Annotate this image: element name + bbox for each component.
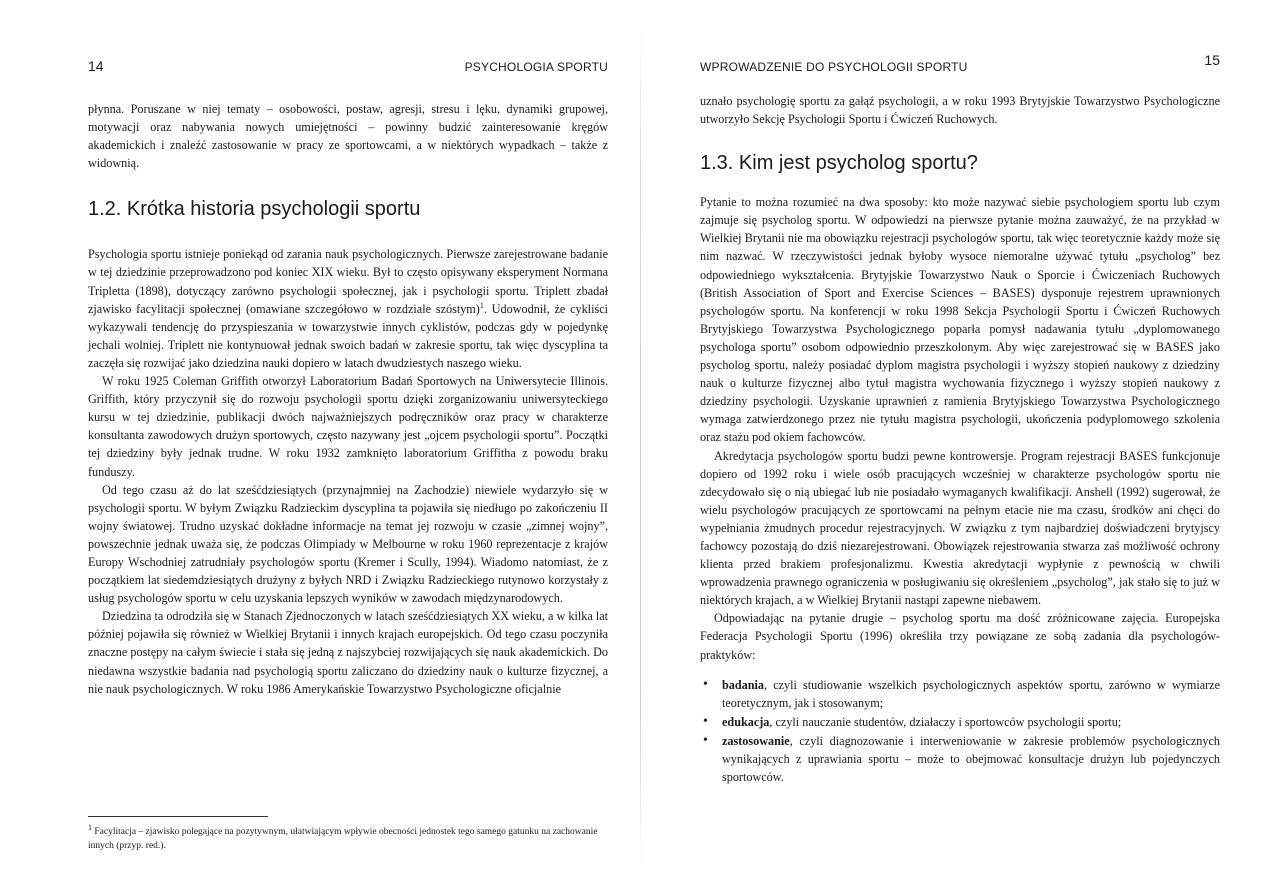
left-page-body <box>88 100 608 698</box>
footnote-reference[interactable]: 1 <box>479 300 484 310</box>
right-page-body <box>700 92 1220 787</box>
role-paragraph-2: Akredytacja psychologów sportu budzi pewne kontrowersje. Program rejestracji BASES funkcjonuje dopiero od 1992 roku i wiele osób pracujących wcześniej w charakterze psychologów sportu nie zdecydowało się o nią ubiegać lub nie posiadało wymaganych kwalifikacji. Anshell (1992) sugerował, że wielu psychologów pracujących ze sportowcami na pełnym etacie nie ma czasu, środków ani chęci do wypełniania żmudnych procedur rejestracyjnych. W związku z tym najbardziej doświadczeni brytyjscy fachowcy pozostają do dziś niezarejestrowani. Obowiązek rejestrowania stwarza zaś możliwość ochrony klienta przed brakiem profesjonalizmu. Kwestia akredytacji wypłynie z pewnością w chwili wprowadzenia prawnego ograniczenia w posługiwaniu się określeniem „psycholog”, jak stało się to już w niektórych krajach, a w Wielkiej Brytanii nastąpi zapewne niebawem. <box>700 448 1220 608</box>
history-paragraph-3: Od tego czasu aż do lat sześćdziesiątych (przynajmniej na Zachodzie) niewiele wydarzyło się w psychologii sportu. W byłym Związku Radzieckim dyscyplina ta pojawiła się niedługo po zakończeniu II wojny światowej. Trudno uzyskać dokładne informacje na temat jej rozwoju w czasie „zimnej wojny”, powszechnie jednak uważa się, że podczas Olimpiady w Melbourne w roku 1960 reprezentacje z krajów Europy Wschodniej zatrudniały psychologów sportu (Kremer i Scully, 1994). Wiadomo natomiast, że z początkiem lat siedemdziesiątych drużyny z byłych NRD i Związku Radzieckiego rutynowo korzystały z usług psychologów sportu w celu uzyskania lepszych wyników w zawodach międzynarodowych. <box>88 482 608 606</box>
left-opening-paragraph: płynna. Poruszane w niej tematy – osobowości, postaw, agresji, stresu i lęku, dynamiki grupowej, motywacji oraz nabywania nowych umiejętności – powinny budzić zainteresowanie kręgów akademickich i znaleźć zastosowanie w pracy ze sportowcami, a w niektórych wypadkach – także z widownią. <box>88 102 608 171</box>
right-opening-paragraph: uznało psychologię sportu za gałąź psychologii, a w roku 1993 Brytyjskie Towarzystwo Psychologiczne utworzyło Sekcję Psychologii Sportu i Ćwiczeń Ruchowych. <box>700 94 1220 127</box>
book-gutter <box>640 20 641 870</box>
left-page-number: 14 <box>88 58 104 74</box>
list-item-text: , czyli nauczanie studentów, działaczy i sportowców psychologii sportu; <box>769 714 1122 729</box>
task-list <box>700 676 1220 786</box>
list-item-term: zastosowanie <box>722 733 790 748</box>
list-item <box>700 676 1220 712</box>
list-item <box>700 732 1220 786</box>
footnote-body: Facylitacja – zjawisko polegające na pozytywnym, ułatwiającym wpływie obecności jednostek tego samego gatunku na zachowanie innych (przyp. red.). <box>88 827 598 851</box>
list-item-text: , czyli diagnozowanie i interweniowanie w zakresie problemów psychologicznych wynikających z uprawiania sportu – może to obejmować konsultacje drużyn lub pojedynczych sportowców. <box>722 733 1220 784</box>
footnote-rule <box>88 816 268 817</box>
role-paragraph-3: Odpowiadając na pytanie drugie – psycholog sportu ma dość zróżnicowane zajęcia. Europejska Federacja Psychologii Sportu (1996) określiła trzy powiązane ze sobą zadania dla psychologów-praktyków: <box>700 611 1220 662</box>
right-page <box>700 0 1220 893</box>
history-paragraph-1-part-a: Psychologia sportu istnieje poniekąd od zarania nauk psychologicznych. Pierwsze zarejestrowane badanie w tej dziedzinie przeprowadzono pod koniec XIX wieku. Był to często opisywany eksperyment Normana Tripletta (1898), dotyczący zarówno psychologii społecznej, jak i psychologii sportu. Triplett zbadał zjawisko facylitacji społecznej (omawiane szczegółowo w rozdziale szóstym) <box>88 247 608 316</box>
right-page-number: 15 <box>1204 52 1220 68</box>
left-page-header <box>88 58 608 78</box>
left-page <box>88 0 608 893</box>
left-running-title: PSYCHOLOGIA SPORTU <box>464 60 608 74</box>
right-page-header <box>700 52 1220 78</box>
footnote <box>88 816 608 853</box>
list-item-text: , czyli studiowanie wszelkich psychologicznych aspektów sportu, zarówno w wymiarze teoretycznym, jak i stosowanym; <box>722 677 1220 710</box>
list-item-term: edukacja <box>722 714 770 729</box>
footnote-text <box>88 822 608 853</box>
history-paragraph-4: Dziedzina ta odrodziła się w Stanach Zjednoczonych w latach sześćdziesiątych XX wieku, a w kilka lat później pojawiła się również w Wielkiej Brytanii i innych krajach europejskich. Od tego czasu poczyniła znaczne postępy na całym świecie i stała się jedną z najszybciej rozwijających się nauk akademickich. Do niedawna wszystkie badania nad psychologią sportu zaliczano do dziedziny nauk o kulturze fizycznej, a nie nauk psychologicznych. W roku 1986 Amerykańskie Towarzystwo Psychologiczne oficjalnie <box>88 609 608 696</box>
history-paragraph-1 <box>88 245 608 372</box>
list-item <box>700 713 1220 731</box>
role-paragraph-1: Pytanie to można rozumieć na dwa sposoby: kto może nazywać siebie psychologiem sportu lub czym zajmuje się psycholog sportu. W odpowiedzi na pierwsze pytanie można zauważyć, że na przykład w Wielkiej Brytanii nie ma obowiązku rejestracji psychologów sportu, tak więc teoretycznie każdy może się nim nazwać. W rzeczywistości jednak byłoby wysoce niemoralne używać tytułu „psycholog” bez odpowiedniego wykształcenia. Brytyjskie Towarzystwo Nauk o Sporcie i Ćwiczeniach Ruchowych (British Association of Sport and Exercise Sciences – BASES) dysponuje rejestrem uprawnionych psychologów sportu. Na konferencji w roku 1998 Sekcja Psychologii Sportu i Ćwiczeń Ruchowych Brytyjskiego Towarzystwa Psychologicznego poparła pomysł nadawania tytułu „dyplomowanego psychologa sportu” osobom odpowiednio przeszkolonym. Aby więc zarejestrować się w BASES jako psycholog sportu, należy posiadać dyplom magistra psychologii i wyższy stopień naukowy z dziedziny nauk o kulturze fizycznej albo tytuł magistra wychowania fizycznego i wyższy stopień naukowy z dziedziny psychologii. Uzyskanie uprawnień z ramienia Brytyjskiego Towarzystwa Psychologicznego wymaga zatwierdzonego przez nie tytułu magistra psychologii, ukończenia podyplomowego szkolenia oraz stażu pod okiem fachowców. <box>700 195 1220 445</box>
history-paragraph-2: W roku 1925 Coleman Griffith otworzył Laboratorium Badań Sportowych na Uniwersytecie Illinois. Griffith, który przyczynił się do rozwoju psychologii sportu dzięki zorganizowaniu uniwersyteckiego kursu w tej dziedzinie, publikacji dwóch najważniejszych podręczników oraz pracy w charakterze konsultanta zawodowych drużyn sportowych, często nazywany jest „ojcem psychologii sportu”. Początki tej dziedziny były jednak trudne. W roku 1932 zamknięto laboratorium Griffitha z powodu braku funduszy. <box>88 374 608 479</box>
right-running-title: WPROWADZENIE DO PSYCHOLOGII SPORTU <box>700 60 968 74</box>
history-paragraph-1-part-b: . Udowodnił, że cykliści wykazywali tendencję do przyspieszania w towarzystwie innych cyklistów, podczas gdy w pojedynkę jechali wolniej. Triplett nie kontynuował jednak swoich badań w zakresie sportu, tak więc dyscyplina ta zaczęła się rozwijać jako dziedzina nauki dopiero w latach dwudziestych naszego wieku. <box>88 301 608 370</box>
footnote-number: 1 <box>88 822 92 832</box>
section-heading-1-3: 1.3. Kim jest psycholog sportu? <box>700 152 978 175</box>
section-heading-1-2: 1.2. Krótka historia psychologii sportu <box>88 198 421 221</box>
list-item-term: badania <box>722 677 765 692</box>
